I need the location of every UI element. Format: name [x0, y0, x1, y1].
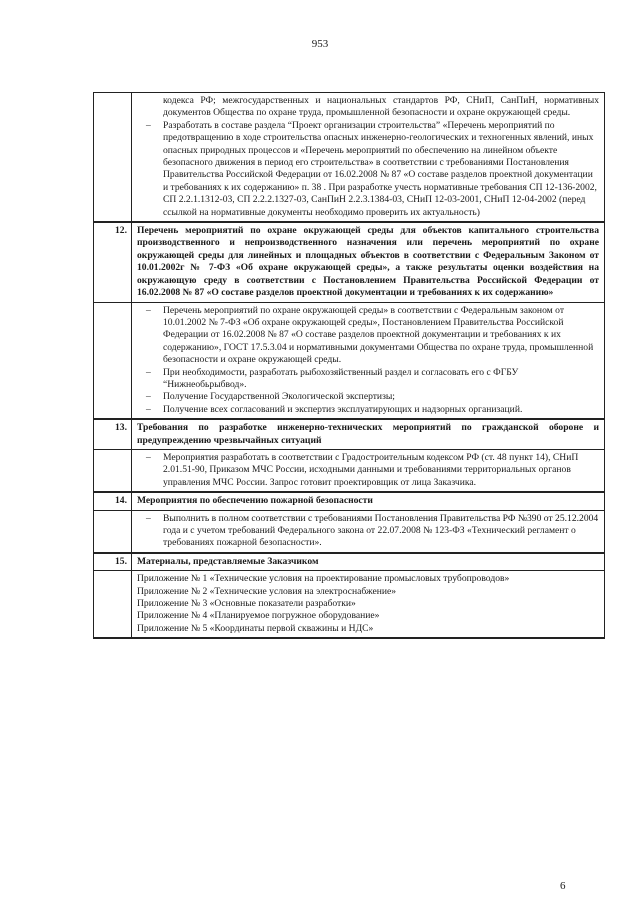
row-number-empty [94, 571, 132, 639]
item-list [137, 452, 599, 489]
row-heading: Материалы, представляемые Заказчиком [132, 553, 605, 571]
row-heading: Требования по разработке инженерно-технических мероприятий по гражданской обороне и предупреждению чрезвычайных ситуаций [132, 419, 605, 449]
table-row-12-heading [94, 222, 605, 302]
list-item: – При необходимости, разработать рыбохозяйственный раздел и согласовать его с ФГБУ “Нижнеобьрыбвод». [146, 366, 519, 390]
list-item: – Получение Государственной Экологической экспертизы; [146, 391, 395, 403]
row-content [132, 449, 605, 492]
attachment-item: Приложение № 1 «Технические условия на проектирование промысловых трубопроводов» [137, 573, 510, 585]
row-number-empty [94, 93, 132, 223]
row-heading: Перечень мероприятий по охране окружающей среды для объектов капитального строительства производственного и непроизводственного назначения или перечень мероприятий по охране окружающей среды для линейных и площадных объектов в соответствии с Федеральным Законом от 10.01.2002г № 7-ФЗ «Об охране окружающей среды», а также результаты оценки воздействия на окружающую среду в соответствии с Постановлением Правительства Российской Федерации от 16.02.2008 № 87 «О составе разделов проектной документации и требованиях к их содержанию» [132, 222, 605, 302]
attachment-item: Приложение № 4 «Планируемое погружное оборудование» [137, 610, 380, 622]
attachment-item: Приложение № 3 «Основные показатели разработки» [137, 598, 356, 610]
attachment-list [137, 573, 599, 635]
row-number: 15. [94, 553, 132, 571]
table-row-15-content [94, 571, 605, 639]
page-number-bottom: 6 [560, 880, 566, 892]
item-list [137, 513, 599, 550]
item-text: Получение всех согласований и экспертиз эксплуатирующих и надзорных организаций. [163, 403, 523, 415]
row-number: 13. [94, 419, 132, 449]
item-text: Мероприятия разработать в соответствии с Градостроительным кодексом РФ (ст. 48 пункт 14), СНиП 2.01.51-90, Приказом МЧС России, исходными данными и требованиями территориальных органов управления МЧС России. Запрос готовит проектировщик от лица Заказчика. [163, 451, 579, 488]
list-item: – Мероприятия разработать в соответствии с Градостроительным кодексом РФ (ст. 48 пункт 14), СНиП 2.01.51-90, Приказом МЧС России, исходными данными и требованиями территориальных органов управления МЧС России. Запрос готовит проектировщик от лица Заказчика. [146, 451, 579, 488]
table-row-continued [94, 93, 605, 223]
row-content [132, 571, 605, 639]
table-row-12-content [94, 302, 605, 419]
table-row-14-content [94, 510, 605, 553]
item-text: При необходимости, разработать рыбохозяйственный раздел и согласовать его с ФГБУ “Нижнеобьрыбвод». [163, 366, 519, 390]
page-number-top: 953 [311, 38, 329, 50]
item-list [137, 120, 599, 219]
table-row-15-heading [94, 553, 605, 571]
attachment-item: Приложение № 5 «Координаты первой скважины и НДС» [137, 622, 374, 634]
row-content [132, 93, 605, 223]
row-number: 14. [94, 492, 132, 510]
item-text: Получение Государственной Экологической экспертизы; [163, 391, 395, 403]
table-row-14-heading [94, 492, 605, 510]
item-text: Разработать в составе раздела “Проект организации строительства” «Перечень мероприятий по предотвращению в ходе строительства опасных инженерно-геологических и техногенных явлений, иных опасных природных процессов и «Перечень мероприятий по обеспечению на линейном объекте безопасного движения в период его строительства» в соответствии с требованиями Постановления Правительства Российской Федерации от 16.02.2008 № 87 «О составе разделов проектной документации и требованиях к их содержанию» п. 38 . При разработке учесть нормативные требования СП 12-136-2002, СП 2.2.1.1312-03, СП 2.2.2.1327-03, СанПиН 2.2.3.1384-03, СНиП 12-03-2001, СНиП 12-04-2002 (перед ссылкой на нормативные документы необходимо проверить их актуальность) [163, 119, 597, 218]
list-item: – Разработать в составе раздела “Проект организации строительства” «Перечень мероприятий по предотвращению в ходе строительства опасных инженерно-геологических и техногенных явлений, иных опасных природных процессов и «Перечень мероприятий по обеспечению на линейном объекте безопасного движения в период его строительства» в соответствии с требованиями Постановления Правительства Российской Федерации от 16.02.2008 № 87 «О составе разделов проектной документации и требованиях к их содержанию» п. 38 . При разработке учесть нормативные требования СП 12-136-2002, СП 2.2.1.1312-03, СП 2.2.2.1327-03, СанПиН 2.2.3.1384-03, СНиП 12-03-2001, СНиП 12-04-2002 (перед ссылкой на нормативные документы необходимо проверить их актуальность) [146, 119, 597, 218]
attachment-item: Приложение № 2 «Технические условия на электроснабжение» [137, 585, 397, 597]
row-content [132, 510, 605, 553]
continuation-text: кодекса РФ; межгосударственных и национальных стандартов РФ, СНиП, СанПиН, нормативных документов Общества по охране труда, промышленной безопасности и охране окружающей среды. [163, 95, 599, 119]
item-text: Выполнить в полном соответствии с требованиями Постановления Правительства РФ №390 от 25.12.2004 года и с учетом требований Федерального закона от 22.07.2008 № 123-ФЗ «Технический регламент о требованиях пожарной безопасности». [163, 512, 599, 549]
table-row-13-content [94, 449, 605, 492]
row-content [132, 302, 605, 419]
list-item: – Выполнить в полном соответствии с требованиями Постановления Правительства РФ №390 от 25.12.2004 года и с учетом требований Федерального закона от 22.07.2008 № 123-ФЗ «Технический регламент о требованиях пожарной безопасности». [146, 512, 599, 549]
row-heading: Мероприятия по обеспечению пожарной безопасности [132, 492, 605, 510]
item-list [137, 305, 599, 417]
list-item: – Получение всех согласований и экспертиз эксплуатирующих и надзорных организаций. [146, 403, 523, 415]
row-number-empty [94, 302, 132, 419]
row-number: 12. [94, 222, 132, 302]
list-item: – Перечень мероприятий по охране окружающей среды» в соответствии с Федеральным законом от 10.01.2002 № 7-ФЗ «Об охране окружающей среды», Постановлением Правительства Российской Федерации от 16.02.2008 № 87 «О составе разделов проектной документации и требованиях к их содержанию», ГОСТ 17.5.3.04 и нормативными документами Общества по охране труда, промышленной безопасности и охране окружающей среды. [146, 304, 594, 366]
row-number-empty [94, 510, 132, 553]
item-text: Перечень мероприятий по охране окружающей среды» в соответствии с Федеральным законом от 10.01.2002 № 7-ФЗ «Об охране окружающей среды», Постановлением Правительства Российской Федерации от 16.02.2008 № 87 «О составе разделов проектной документации и требованиях к их содержанию», ГОСТ 17.5.3.04 и нормативными документами Общества по охране труда, промышленной безопасности и охране окружающей среды. [163, 304, 594, 366]
row-number-empty [94, 449, 132, 492]
table-row-13-heading [94, 419, 605, 449]
requirements-table [93, 92, 605, 639]
